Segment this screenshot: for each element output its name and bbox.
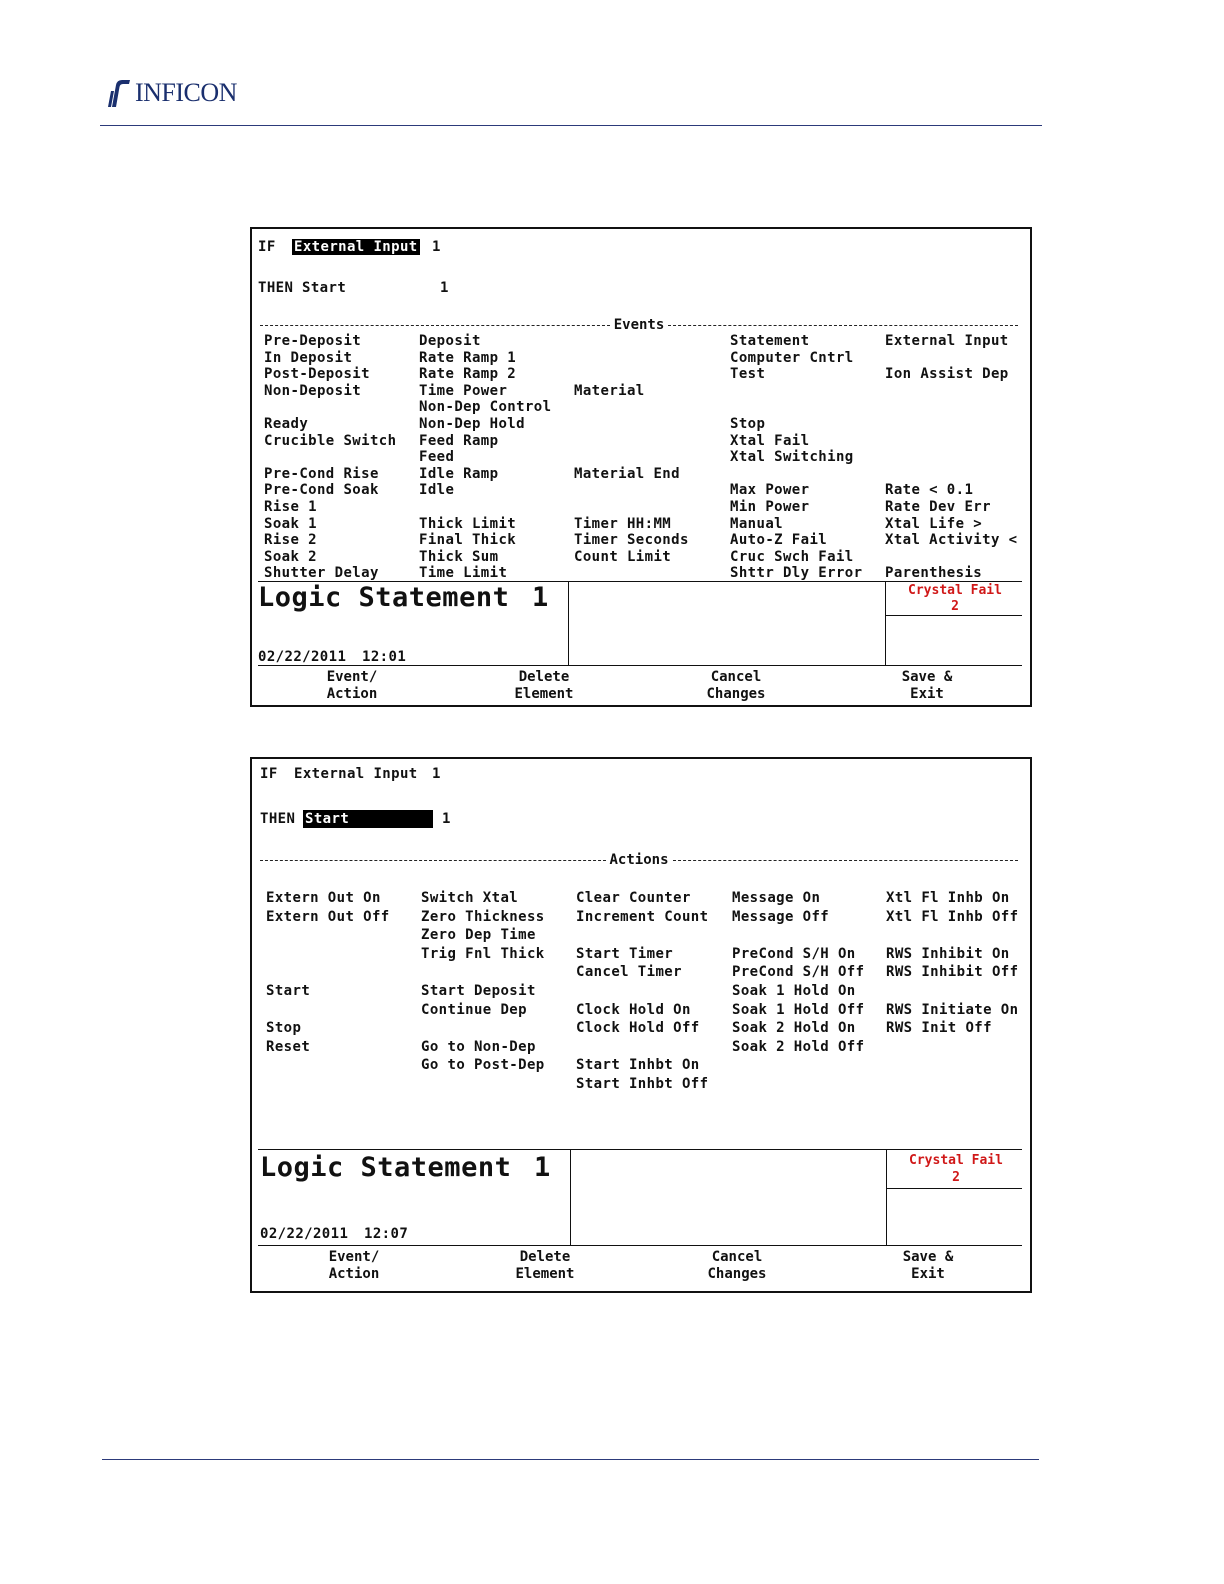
- alarm-crystal-fail: Crystal Fail: [908, 583, 1002, 598]
- actions-section-title: Actions: [609, 852, 669, 868]
- option-item[interactable]: Feed Ramp: [419, 432, 499, 449]
- option-item[interactable]: Xtal Fail: [730, 432, 810, 449]
- option-item[interactable]: Thick Sum: [419, 548, 499, 565]
- option-item[interactable]: RWS Inhibit Off: [886, 964, 1019, 981]
- inficon-logo-text: INFICON: [135, 78, 237, 107]
- events-separator: [260, 317, 1018, 333]
- option-item[interactable]: Zero Dep Time: [421, 927, 536, 944]
- option-item[interactable]: Thick Limit: [419, 515, 517, 532]
- inficon-logo: [106, 76, 237, 110]
- option-item[interactable]: Reset: [266, 1038, 311, 1055]
- if-event-field[interactable]: External Input: [294, 239, 418, 255]
- option-item[interactable]: Increment Count: [576, 908, 709, 925]
- option-item[interactable]: Deposit: [419, 333, 481, 349]
- alarm-crystal-number: 2: [951, 599, 959, 614]
- option-item[interactable]: Ready: [264, 416, 309, 432]
- option-item[interactable]: Count Limit: [574, 548, 672, 565]
- option-item[interactable]: Clear Counter: [576, 890, 691, 906]
- option-item[interactable]: Pre-Cond Soak: [264, 482, 379, 499]
- then-action-number: 1: [440, 280, 449, 296]
- delete-element-softkey[interactable]: Delete Element: [515, 1249, 575, 1282]
- status-date: 02/22/2011: [260, 1226, 349, 1242]
- option-item[interactable]: Xtal Activity <: [885, 532, 1018, 549]
- option-item[interactable]: Non-Dep Control: [419, 399, 552, 416]
- event-action-softkey[interactable]: Event/ Action: [328, 1249, 380, 1282]
- option-item[interactable]: Pre-Cond Rise: [264, 465, 379, 482]
- cancel-changes-softkey[interactable]: Cancel Changes: [707, 1249, 767, 1282]
- option-item[interactable]: Max Power: [730, 482, 810, 499]
- option-item[interactable]: Start Deposit: [421, 983, 536, 999]
- event-action-softkey[interactable]: Event/ Action: [326, 669, 378, 702]
- then-label: THEN: [258, 280, 294, 296]
- option-item[interactable]: Non-Deposit: [264, 382, 362, 399]
- option-item[interactable]: Rate Ramp 2: [419, 366, 517, 383]
- option-item[interactable]: Go to Non-Dep: [421, 1038, 536, 1055]
- option-item[interactable]: Pre-Deposit: [264, 333, 362, 349]
- option-item[interactable]: PreCond S/H On: [732, 945, 856, 962]
- option-item[interactable]: Stop: [730, 416, 766, 432]
- if-label: IF: [258, 239, 276, 255]
- cancel-changes-softkey[interactable]: Cancel Changes: [706, 669, 766, 702]
- option-item[interactable]: Stop: [266, 1020, 302, 1037]
- option-item[interactable]: Test: [730, 366, 766, 383]
- status-time: 12:07: [364, 1226, 409, 1242]
- events-screen: [250, 227, 1032, 707]
- status-divider-left: [568, 581, 569, 665]
- delete-element-softkey[interactable]: Delete Element: [514, 669, 574, 702]
- option-item[interactable]: Time Power: [419, 382, 508, 399]
- if-event-number: 1: [432, 239, 441, 255]
- option-item[interactable]: In Deposit: [264, 349, 353, 366]
- option-item[interactable]: Extern Out On: [266, 890, 381, 906]
- option-item[interactable]: Xtl Fl Inhb Off: [886, 908, 1019, 925]
- logic-statement-title: Logic Statement: [258, 582, 510, 613]
- actions-screen: [250, 757, 1032, 1293]
- option-item[interactable]: Manual: [730, 515, 783, 532]
- option-item[interactable]: Computer Cntrl: [730, 349, 854, 366]
- option-item[interactable]: Auto-Z Fail: [730, 532, 828, 549]
- option-item[interactable]: Extern Out Off: [266, 908, 390, 925]
- option-item[interactable]: Timer Seconds: [574, 532, 689, 549]
- logic-statement-title: Logic Statement: [260, 1152, 512, 1183]
- option-item[interactable]: Rate Ramp 1: [419, 349, 517, 366]
- option-item[interactable]: Parenthesis: [885, 565, 983, 582]
- save-exit-softkey[interactable]: Save & Exit: [902, 1249, 954, 1282]
- inficon-logo-mark-icon: [106, 77, 132, 109]
- option-item[interactable]: Start Timer: [576, 945, 674, 962]
- status-top-divider: [258, 1149, 1022, 1150]
- then-action-field[interactable]: Start: [305, 811, 350, 827]
- if-label: IF: [260, 766, 278, 782]
- status-alarm-divider: [885, 615, 1022, 616]
- option-item[interactable]: Clock Hold Off: [576, 1020, 700, 1037]
- option-item[interactable]: Final Thick: [419, 532, 517, 549]
- events-section-title: Events: [613, 317, 665, 333]
- option-item[interactable]: Soak 1: [264, 515, 317, 532]
- option-item[interactable]: Continue Dep: [421, 1001, 527, 1018]
- alarm-crystal-number: 2: [952, 1170, 960, 1185]
- option-item[interactable]: Shttr Dly Error: [730, 565, 863, 582]
- option-item[interactable]: Post-Deposit: [264, 366, 370, 383]
- option-item[interactable]: RWS Init Off: [886, 1020, 992, 1037]
- option-item[interactable]: Soak 2: [264, 548, 317, 565]
- alarm-crystal-fail: Crystal Fail: [909, 1153, 1003, 1168]
- option-item[interactable]: Material: [574, 382, 645, 399]
- status-divider-left: [570, 1149, 571, 1245]
- option-item[interactable]: Min Power: [730, 499, 810, 515]
- option-item[interactable]: Rate Dev Err: [885, 499, 991, 515]
- option-item[interactable]: Trig Fnl Thick: [421, 945, 545, 962]
- logic-statement-number: 1: [534, 1152, 551, 1183]
- softkey-divider: [258, 665, 1022, 666]
- option-item[interactable]: Shutter Delay: [264, 565, 379, 582]
- option-item[interactable]: Zero Thickness: [421, 908, 545, 925]
- option-item[interactable]: Xtal Life >: [885, 515, 983, 532]
- option-item[interactable]: Message On: [732, 890, 821, 906]
- then-label: THEN: [260, 811, 296, 827]
- option-item[interactable]: Switch Xtal: [421, 890, 519, 906]
- logic-statement-number: 1: [532, 582, 549, 613]
- option-item[interactable]: External Input: [885, 333, 1009, 349]
- option-item[interactable]: Soak 2 Hold On: [732, 1020, 856, 1037]
- actions-separator: [260, 852, 1018, 868]
- header-rule: [100, 125, 1042, 126]
- option-item[interactable]: Rise 2: [264, 532, 317, 549]
- then-action-field[interactable]: Start: [302, 280, 347, 296]
- option-item[interactable]: Clock Hold On: [576, 1001, 691, 1018]
- option-item[interactable]: Idle: [419, 482, 455, 499]
- option-item[interactable]: Xtl Fl Inhb On: [886, 890, 1010, 906]
- option-item[interactable]: Ion Assist Dep: [885, 366, 1009, 383]
- option-item[interactable]: Crucible Switch: [264, 432, 397, 449]
- option-item[interactable]: Start: [266, 983, 311, 999]
- status-date: 02/22/2011: [258, 649, 347, 665]
- option-item[interactable]: Soak 1 Hold Off: [732, 1001, 865, 1018]
- then-action-number: 1: [442, 811, 451, 827]
- if-event-field[interactable]: External Input: [294, 766, 418, 782]
- option-item[interactable]: Soak 2 Hold Off: [732, 1038, 865, 1055]
- option-item[interactable]: Go to Post-Dep: [421, 1057, 545, 1074]
- status-time: 12:01: [362, 649, 407, 665]
- option-item[interactable]: Start Inhbt Off: [576, 1076, 709, 1092]
- option-item[interactable]: Non-Dep Hold: [419, 416, 525, 432]
- if-event-number: 1: [432, 766, 441, 782]
- footer-rule: [102, 1459, 1039, 1460]
- option-item[interactable]: Cancel Timer: [576, 964, 682, 981]
- status-alarm-divider: [886, 1188, 1022, 1189]
- option-item[interactable]: Cruc Swch Fail: [730, 548, 854, 565]
- option-item[interactable]: Message Off: [732, 908, 830, 925]
- option-item[interactable]: Start Inhbt On: [576, 1057, 700, 1074]
- option-item[interactable]: Material End: [574, 465, 680, 482]
- option-item[interactable]: RWS Initiate On: [886, 1001, 1019, 1018]
- option-item[interactable]: Rate < 0.1: [885, 482, 974, 499]
- option-item[interactable]: Idle Ramp: [419, 465, 499, 482]
- option-item[interactable]: Time Limit: [419, 565, 508, 582]
- option-item[interactable]: Rise 1: [264, 499, 317, 515]
- option-item[interactable]: Xtal Switching: [730, 449, 854, 466]
- option-item[interactable]: Soak 1 Hold On: [732, 983, 856, 999]
- option-item[interactable]: PreCond S/H Off: [732, 964, 865, 981]
- save-exit-softkey[interactable]: Save & Exit: [901, 669, 953, 702]
- option-item[interactable]: RWS Inhibit On: [886, 945, 1010, 962]
- option-item[interactable]: Timer HH:MM: [574, 515, 672, 532]
- softkey-divider: [258, 1245, 1022, 1246]
- option-item[interactable]: Feed: [419, 449, 455, 466]
- option-item[interactable]: Statement: [730, 333, 810, 349]
